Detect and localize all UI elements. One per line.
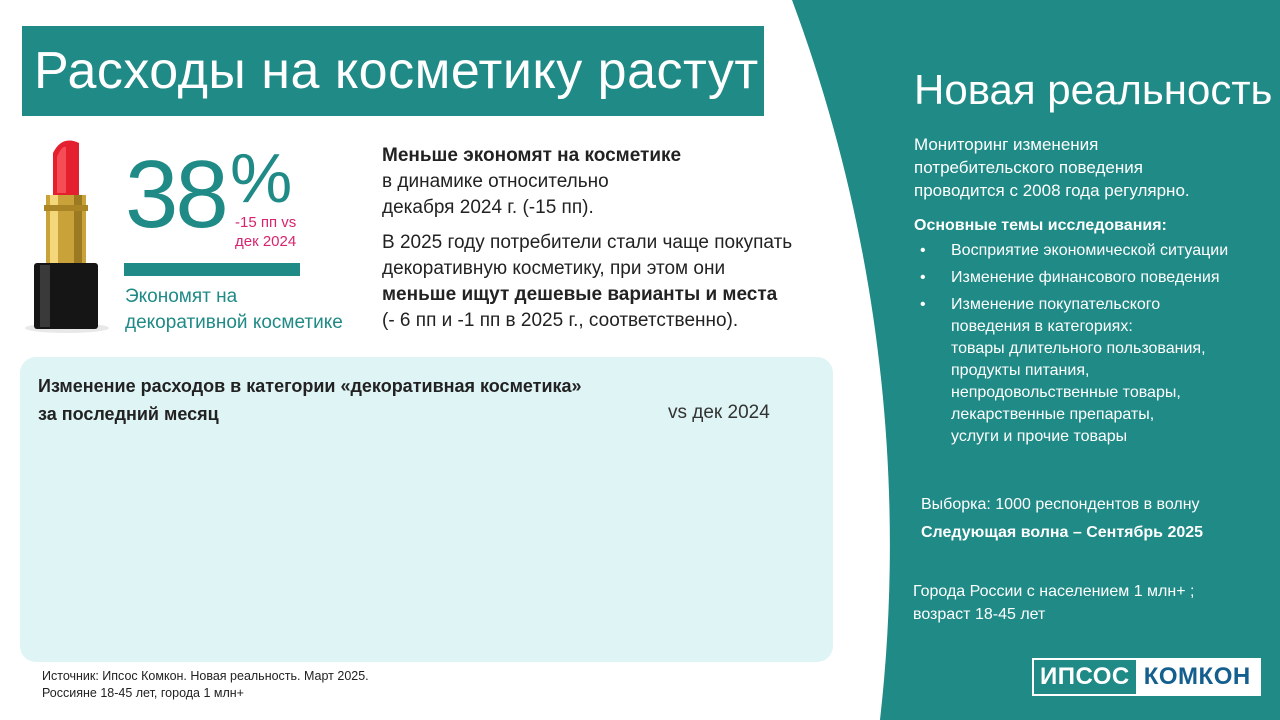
bar-rows bbox=[0, 0, 1, 1]
stat-value: 38 bbox=[125, 141, 226, 248]
summary-bold-2: меньше ищут дешевые варианты и места bbox=[382, 284, 778, 305]
stat-label bbox=[125, 284, 343, 336]
topic-text: Изменение финансового поведения bbox=[951, 269, 1220, 286]
sample-size: Выборка: 1000 респондентов в волну bbox=[921, 496, 1200, 513]
summary-line: декоративную косметику, при этом они bbox=[382, 258, 726, 279]
topic-line: поведения в категориях: bbox=[951, 318, 1133, 335]
logo-part-ipsos: ИПСОС bbox=[1034, 660, 1136, 694]
stat-label-line: декоративной косметике bbox=[125, 312, 343, 333]
summary-line: В 2025 году потребители стали чаще покупать bbox=[382, 232, 793, 253]
stat-note-line: дек 2024 bbox=[235, 233, 297, 250]
page-title: Расходы на косметику растут bbox=[22, 26, 764, 116]
ipsos-comcon-logo bbox=[1032, 658, 1261, 696]
summary-text bbox=[382, 143, 802, 343]
logo-part-comcon: КОМКОН bbox=[1136, 660, 1259, 694]
summary-line: декабря 2024 г. (-15 пп). bbox=[382, 197, 594, 218]
topic-item bbox=[918, 267, 1268, 289]
topic-item bbox=[918, 294, 1268, 448]
topic-line: • Изменение покупательского bbox=[951, 296, 1161, 313]
summary-line: (- 6 пп и -1 пп в 2025 г., соответственно). bbox=[382, 310, 739, 331]
summary-paragraph-1 bbox=[382, 143, 802, 221]
topic-line: услуги и прочие товары bbox=[951, 428, 1128, 445]
source-note bbox=[42, 668, 369, 702]
summary-paragraph-2 bbox=[382, 230, 802, 334]
topic-text: Восприятие экономической ситуации bbox=[951, 242, 1229, 259]
panel-title bbox=[38, 372, 582, 428]
desc-line: потребительского поведения bbox=[914, 158, 1143, 177]
geo-line: Города России с населением 1 млн+ ; bbox=[913, 583, 1195, 600]
source-line: Источник: Ипсос Комкон. Новая реальность. Март 2025. bbox=[42, 669, 369, 683]
geo-line: возраст 18-45 лет bbox=[913, 606, 1046, 623]
right-description bbox=[914, 133, 1254, 202]
source-line: Россияне 18-45 лет, города 1 млн+ bbox=[42, 686, 244, 700]
desc-line: проводится с 2008 года регулярно. bbox=[914, 181, 1190, 200]
stat-label-line: Экономят на bbox=[125, 286, 238, 307]
panel-title-line: за последний месяц bbox=[38, 404, 219, 424]
panel-title-line: Изменение расходов в категории «декоративная косметика» bbox=[38, 376, 582, 396]
topics-title: Основные темы исследования: bbox=[914, 217, 1167, 234]
desc-line: Мониторинг изменения bbox=[914, 135, 1099, 154]
summary-bold-1: Меньше экономят на косметике bbox=[382, 145, 682, 166]
next-wave: Следующая волна – Сентябрь 2025 bbox=[921, 524, 1204, 541]
topic-line: лекарственные препараты, bbox=[951, 406, 1155, 423]
stat-underline-bar bbox=[124, 263, 300, 276]
stat-note-line: -15 пп vs bbox=[235, 214, 297, 231]
stat-percent-sign: % bbox=[230, 139, 293, 217]
topic-line: продукты питания, bbox=[951, 362, 1090, 379]
comparison-column-header: vs дек 2024 bbox=[668, 402, 770, 423]
geography-note bbox=[913, 580, 1263, 626]
topic-line: непродовольственные товары, bbox=[951, 384, 1181, 401]
topics-list bbox=[918, 240, 1268, 453]
summary-line: в динамике относительно bbox=[382, 171, 609, 192]
topic-item bbox=[918, 240, 1268, 262]
right-title: Новая реальность bbox=[914, 66, 1273, 113]
topic-line: товары длительного пользования, bbox=[951, 340, 1206, 357]
lipstick-icon bbox=[22, 135, 112, 335]
stat-change-note bbox=[235, 213, 296, 251]
